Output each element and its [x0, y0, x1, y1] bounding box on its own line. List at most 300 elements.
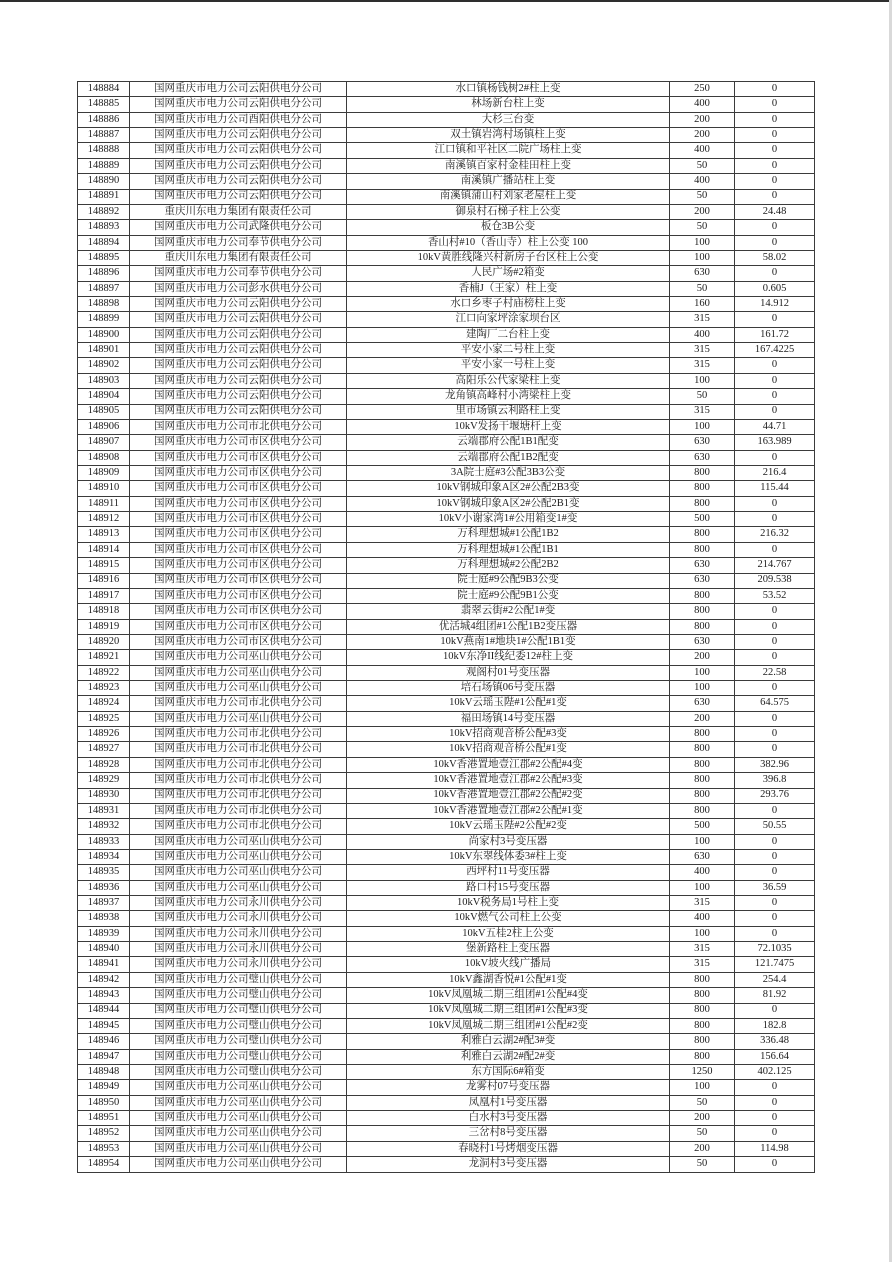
cell-value: 0: [735, 158, 815, 173]
cell-station-name: 观阁村01号变压器: [347, 665, 670, 680]
cell-company: 国网重庆市电力公司云阳供电分公司: [130, 343, 347, 358]
cell-record-id: 148888: [78, 143, 130, 158]
cell-station-name: 龙角镇高峰村小湾梁柱上变: [347, 389, 670, 404]
table-row: [78, 281, 815, 296]
cell-value: 293.76: [735, 788, 815, 803]
cell-value: 0: [735, 865, 815, 880]
cell-station-name: 院士庭#9公配9B3公变: [347, 573, 670, 588]
cell-station-name: 双土镇岩湾村场镇柱上变: [347, 128, 670, 143]
cell-value: 0: [735, 174, 815, 189]
cell-value: 0: [735, 189, 815, 204]
cell-station-name: 南溪镇广播站柱上变: [347, 174, 670, 189]
cell-company: 国网重庆市电力公司市区供电分公司: [130, 558, 347, 573]
cell-company: 国网重庆市电力公司巫山供电分公司: [130, 650, 347, 665]
table-row: [78, 174, 815, 189]
cell-station-name: 路口村15号变压器: [347, 880, 670, 895]
cell-company: 国网重庆市电力公司云阳供电分公司: [130, 143, 347, 158]
cell-record-id: 148948: [78, 1065, 130, 1080]
cell-capacity: 100: [670, 926, 735, 941]
cell-station-name: 10kV香港置地壹江郡#2公配#4变: [347, 757, 670, 772]
cell-value: 0: [735, 450, 815, 465]
table-row: [78, 1065, 815, 1080]
cell-capacity: 50: [670, 389, 735, 404]
cell-company: 国网重庆市电力公司市北供电分公司: [130, 742, 347, 757]
cell-record-id: 148885: [78, 97, 130, 112]
cell-station-name: 10kV坡火线广播局: [347, 957, 670, 972]
cell-record-id: 148886: [78, 112, 130, 127]
cell-record-id: 148918: [78, 604, 130, 619]
cell-capacity: 200: [670, 128, 735, 143]
cell-record-id: 148944: [78, 1003, 130, 1018]
cell-record-id: 148931: [78, 803, 130, 818]
cell-capacity: 200: [670, 112, 735, 127]
cell-value: 0: [735, 619, 815, 634]
cell-record-id: 148937: [78, 896, 130, 911]
cell-record-id: 148914: [78, 542, 130, 557]
cell-value: 0: [735, 128, 815, 143]
cell-value: 0: [735, 711, 815, 726]
cell-record-id: 148929: [78, 773, 130, 788]
cell-record-id: 148903: [78, 373, 130, 388]
table-row: [78, 619, 815, 634]
cell-value: 0: [735, 634, 815, 649]
cell-capacity: 800: [670, 773, 735, 788]
cell-capacity: 630: [670, 573, 735, 588]
cell-value: 0: [735, 496, 815, 511]
table-row: [78, 696, 815, 711]
table-row: [78, 1157, 815, 1172]
table-row: [78, 143, 815, 158]
cell-capacity: 200: [670, 1111, 735, 1126]
cell-record-id: 148940: [78, 942, 130, 957]
table-row: [78, 634, 815, 649]
cell-record-id: 148930: [78, 788, 130, 803]
cell-record-id: 148952: [78, 1126, 130, 1141]
cell-company: 国网重庆市电力公司云阳供电分公司: [130, 389, 347, 404]
cell-value: 0: [735, 82, 815, 97]
cell-company: 国网重庆市电力公司巫山供电分公司: [130, 1080, 347, 1095]
table-row: [78, 404, 815, 419]
cell-station-name: 江口向家坪涂家坝台区: [347, 312, 670, 327]
cell-station-name: 里市场镇云利路柱上变: [347, 404, 670, 419]
table-row: [78, 343, 815, 358]
cell-value: 216.4: [735, 465, 815, 480]
cell-station-name: 平安小家一号柱上变: [347, 358, 670, 373]
cell-capacity: 315: [670, 358, 735, 373]
cell-capacity: 100: [670, 250, 735, 265]
cell-company: 国网重庆市电力公司永川供电分公司: [130, 911, 347, 926]
cell-record-id: 148894: [78, 235, 130, 250]
cell-station-name: 3A院士庭#3公配3B3公变: [347, 465, 670, 480]
table-row: [78, 158, 815, 173]
cell-capacity: 200: [670, 650, 735, 665]
cell-company: 重庆川东电力集团有限责任公司: [130, 250, 347, 265]
cell-company: 国网重庆市电力公司璧山供电分公司: [130, 972, 347, 987]
cell-station-name: 大杉三台变: [347, 112, 670, 127]
cell-value: 0: [735, 112, 815, 127]
cell-company: 国网重庆市电力公司市区供电分公司: [130, 435, 347, 450]
cell-capacity: 50: [670, 158, 735, 173]
cell-capacity: 315: [670, 896, 735, 911]
cell-company: 国网重庆市电力公司巫山供电分公司: [130, 711, 347, 726]
cell-station-name: 平安小家二号柱上变: [347, 343, 670, 358]
cell-record-id: 148902: [78, 358, 130, 373]
cell-station-name: 翡翠云街#2公配1#变: [347, 604, 670, 619]
cell-company: 国网重庆市电力公司巫山供电分公司: [130, 1095, 347, 1110]
cell-station-name: 南溪镇蒲山村刘家老屋柱上变: [347, 189, 670, 204]
cell-capacity: 400: [670, 327, 735, 342]
cell-record-id: 148884: [78, 82, 130, 97]
table-row: [78, 220, 815, 235]
table-row: [78, 358, 815, 373]
cell-capacity: 50: [670, 281, 735, 296]
table-row: [78, 1049, 815, 1064]
cell-capacity: 50: [670, 1126, 735, 1141]
cell-record-id: 148943: [78, 988, 130, 1003]
cell-value: 336.48: [735, 1034, 815, 1049]
cell-company: 国网重庆市电力公司彭水供电分公司: [130, 281, 347, 296]
cell-capacity: 800: [670, 757, 735, 772]
cell-record-id: 148922: [78, 665, 130, 680]
table-row: [78, 250, 815, 265]
cell-company: 国网重庆市电力公司市区供电分公司: [130, 588, 347, 603]
cell-station-name: 利雅白云湖2#配3#变: [347, 1034, 670, 1049]
cell-value: 0: [735, 542, 815, 557]
table-row: [78, 1111, 815, 1126]
cell-capacity: 800: [670, 465, 735, 480]
table-row: [78, 1034, 815, 1049]
cell-value: 24.48: [735, 204, 815, 219]
cell-station-name: 10kV燃气公司柱上公变: [347, 911, 670, 926]
cell-record-id: 148949: [78, 1080, 130, 1095]
cell-record-id: 148935: [78, 865, 130, 880]
table-row: [78, 803, 815, 818]
cell-capacity: 315: [670, 942, 735, 957]
cell-record-id: 148925: [78, 711, 130, 726]
cell-value: 0: [735, 1095, 815, 1110]
table-row: [78, 911, 815, 926]
cell-record-id: 148912: [78, 512, 130, 527]
cell-company: 国网重庆市电力公司市北供电分公司: [130, 757, 347, 772]
cell-company: 国网重庆市电力公司云阳供电分公司: [130, 189, 347, 204]
cell-station-name: 10kV钢城印象A区2#公配2B1变: [347, 496, 670, 511]
cell-value: 114.98: [735, 1141, 815, 1156]
cell-company: 国网重庆市电力公司永川供电分公司: [130, 957, 347, 972]
cell-capacity: 800: [670, 742, 735, 757]
cell-capacity: 315: [670, 404, 735, 419]
cell-company: 国网重庆市电力公司巫山供电分公司: [130, 1141, 347, 1156]
table-row: [78, 926, 815, 941]
cell-record-id: 148923: [78, 681, 130, 696]
cell-station-name: 御泉村石梯子柱上公变: [347, 204, 670, 219]
cell-capacity: 800: [670, 727, 735, 742]
cell-record-id: 148911: [78, 496, 130, 511]
cell-company: 国网重庆市电力公司市北供电分公司: [130, 819, 347, 834]
cell-company: 国网重庆市电力公司市区供电分公司: [130, 604, 347, 619]
cell-record-id: 148889: [78, 158, 130, 173]
cell-record-id: 148915: [78, 558, 130, 573]
cell-record-id: 148895: [78, 250, 130, 265]
cell-company: 国网重庆市电力公司市区供电分公司: [130, 481, 347, 496]
cell-company: 国网重庆市电力公司璧山供电分公司: [130, 1049, 347, 1064]
table-row: [78, 588, 815, 603]
cell-value: 58.02: [735, 250, 815, 265]
cell-record-id: 148916: [78, 573, 130, 588]
cell-record-id: 148927: [78, 742, 130, 757]
cell-station-name: 利雅白云湖2#配2#变: [347, 1049, 670, 1064]
table-row: [78, 1126, 815, 1141]
cell-capacity: 800: [670, 1049, 735, 1064]
cell-value: 0: [735, 681, 815, 696]
cell-value: 0: [735, 1126, 815, 1141]
cell-record-id: 148920: [78, 634, 130, 649]
table-row: [78, 512, 815, 527]
table-row: [78, 1080, 815, 1095]
cell-company: 国网重庆市电力公司永川供电分公司: [130, 896, 347, 911]
cell-station-name: 10kV凤凰城二期三组团#1公配#4变: [347, 988, 670, 1003]
cell-record-id: 148887: [78, 128, 130, 143]
cell-value: 254.4: [735, 972, 815, 987]
table-row: [78, 128, 815, 143]
cell-capacity: 800: [670, 788, 735, 803]
cell-company: 国网重庆市电力公司市区供电分公司: [130, 542, 347, 557]
table-row: [78, 681, 815, 696]
cell-company: 国网重庆市电力公司市北供电分公司: [130, 788, 347, 803]
table-row: [78, 496, 815, 511]
transformer-data-table: [77, 81, 815, 1173]
cell-value: 0: [735, 1080, 815, 1095]
cell-capacity: 50: [670, 220, 735, 235]
cell-value: 0: [735, 512, 815, 527]
cell-company: 国网重庆市电力公司云阳供电分公司: [130, 312, 347, 327]
cell-company: 国网重庆市电力公司市北供电分公司: [130, 419, 347, 434]
cell-value: 161.72: [735, 327, 815, 342]
cell-station-name: 水口乡枣子村庙榜柱上变: [347, 297, 670, 312]
cell-station-name: 三岔村8号变压器: [347, 1126, 670, 1141]
cell-company: 国网重庆市电力公司巫山供电分公司: [130, 834, 347, 849]
cell-station-name: 10kV云瑶玉陛#1公配#1变: [347, 696, 670, 711]
table-row: [78, 419, 815, 434]
cell-value: 0: [735, 1111, 815, 1126]
cell-value: 382.96: [735, 757, 815, 772]
cell-record-id: 148939: [78, 926, 130, 941]
table-row: [78, 757, 815, 772]
cell-capacity: 50: [670, 1095, 735, 1110]
cell-company: 国网重庆市电力公司巫山供电分公司: [130, 1157, 347, 1172]
cell-record-id: 148910: [78, 481, 130, 496]
cell-station-name: 10kV五桂2柱上公变: [347, 926, 670, 941]
cell-company: 国网重庆市电力公司云阳供电分公司: [130, 174, 347, 189]
cell-station-name: 10kV招商观音桥公配#1变: [347, 742, 670, 757]
table-row: [78, 711, 815, 726]
cell-capacity: 630: [670, 266, 735, 281]
cell-record-id: 148890: [78, 174, 130, 189]
cell-record-id: 148932: [78, 819, 130, 834]
cell-record-id: 148897: [78, 281, 130, 296]
table-row: [78, 297, 815, 312]
cell-station-name: 林场新台柱上变: [347, 97, 670, 112]
table-row: [78, 266, 815, 281]
cell-company: 国网重庆市电力公司巫山供电分公司: [130, 865, 347, 880]
cell-value: 396.8: [735, 773, 815, 788]
cell-company: 国网重庆市电力公司巫山供电分公司: [130, 681, 347, 696]
table-row: [78, 82, 815, 97]
cell-station-name: 万科理想城#2公配2B2: [347, 558, 670, 573]
cell-value: 22.58: [735, 665, 815, 680]
table-row: [78, 481, 815, 496]
cell-capacity: 100: [670, 235, 735, 250]
cell-station-name: 尚家村3号变压器: [347, 834, 670, 849]
cell-station-name: 水口镇杨钱树2#柱上变: [347, 82, 670, 97]
table-row: [78, 988, 815, 1003]
table-row: [78, 189, 815, 204]
cell-capacity: 800: [670, 988, 735, 1003]
data-table-body: [78, 82, 815, 1173]
cell-record-id: 148950: [78, 1095, 130, 1110]
cell-company: 国网重庆市电力公司奉节供电分公司: [130, 266, 347, 281]
cell-capacity: 400: [670, 143, 735, 158]
cell-station-name: 香山村#10（香山寺）柱上公变 100: [347, 235, 670, 250]
table-row: [78, 1141, 815, 1156]
cell-company: 国网重庆市电力公司云阳供电分公司: [130, 373, 347, 388]
cell-record-id: 148909: [78, 465, 130, 480]
cell-record-id: 148951: [78, 1111, 130, 1126]
table-row: [78, 112, 815, 127]
cell-record-id: 148899: [78, 312, 130, 327]
cell-value: 53.52: [735, 588, 815, 603]
cell-station-name: 院士庭#9公配9B1公变: [347, 588, 670, 603]
table-row: [78, 450, 815, 465]
cell-station-name: 10kV燕南1#地块1#公配1B1变: [347, 634, 670, 649]
cell-station-name: 10kV凤凰城二期三组团#1公配#3变: [347, 1003, 670, 1018]
table-row: [78, 788, 815, 803]
cell-station-name: 10kV香港置地壹江郡#2公配#2变: [347, 788, 670, 803]
cell-company: 国网重庆市电力公司云阳供电分公司: [130, 82, 347, 97]
cell-company: 国网重庆市电力公司璧山供电分公司: [130, 1065, 347, 1080]
cell-value: 121.7475: [735, 957, 815, 972]
cell-record-id: 148913: [78, 527, 130, 542]
cell-station-name: 10kV税务局1号柱上变: [347, 896, 670, 911]
cell-record-id: 148954: [78, 1157, 130, 1172]
cell-station-name: 凤凰村1号变压器: [347, 1095, 670, 1110]
cell-station-name: 培石场镇06号变压器: [347, 681, 670, 696]
cell-record-id: 148946: [78, 1034, 130, 1049]
cell-company: 国网重庆市电力公司市区供电分公司: [130, 573, 347, 588]
cell-station-name: 10kV东净II线纪委12#柱上变: [347, 650, 670, 665]
cell-station-name: 10kV香港置地壹江郡#2公配#3变: [347, 773, 670, 788]
cell-company: 国网重庆市电力公司云阳供电分公司: [130, 297, 347, 312]
table-row: [78, 865, 815, 880]
cell-company: 国网重庆市电力公司云阳供电分公司: [130, 358, 347, 373]
cell-station-name: 人民广场#2箱变: [347, 266, 670, 281]
cell-station-name: 云端郡府公配1B1配变: [347, 435, 670, 450]
cell-value: 0: [735, 727, 815, 742]
cell-capacity: 800: [670, 527, 735, 542]
cell-company: 国网重庆市电力公司市区供电分公司: [130, 450, 347, 465]
cell-company: 国网重庆市电力公司云阳供电分公司: [130, 327, 347, 342]
cell-record-id: 148926: [78, 727, 130, 742]
cell-company: 国网重庆市电力公司云阳供电分公司: [130, 158, 347, 173]
cell-station-name: 南溪镇百家村金桂田柱上变: [347, 158, 670, 173]
cell-capacity: 100: [670, 834, 735, 849]
cell-capacity: 800: [670, 1003, 735, 1018]
cell-capacity: 800: [670, 588, 735, 603]
cell-record-id: 148905: [78, 404, 130, 419]
cell-station-name: 春晓村1号烤烟变压器: [347, 1141, 670, 1156]
cell-record-id: 148917: [78, 588, 130, 603]
cell-company: 国网重庆市电力公司市北供电分公司: [130, 773, 347, 788]
cell-company: 国网重庆市电力公司市区供电分公司: [130, 634, 347, 649]
table-row: [78, 1003, 815, 1018]
cell-value: 156.64: [735, 1049, 815, 1064]
table-row: [78, 1018, 815, 1033]
cell-station-name: 龙雾村07号变压器: [347, 1080, 670, 1095]
cell-value: 64.575: [735, 696, 815, 711]
cell-station-name: 龙洞村3号变压器: [347, 1157, 670, 1172]
cell-value: 115.44: [735, 481, 815, 496]
cell-capacity: 800: [670, 481, 735, 496]
cell-value: 0: [735, 911, 815, 926]
cell-station-name: 10kV鑫湖香悦#1公配#1变: [347, 972, 670, 987]
cell-capacity: 50: [670, 189, 735, 204]
cell-station-name: 建陶厂二台柱上变: [347, 327, 670, 342]
cell-record-id: 148896: [78, 266, 130, 281]
cell-capacity: 100: [670, 419, 735, 434]
cell-record-id: 148928: [78, 757, 130, 772]
cell-value: 0: [735, 358, 815, 373]
cell-value: 0: [735, 266, 815, 281]
cell-capacity: 200: [670, 204, 735, 219]
cell-value: 216.32: [735, 527, 815, 542]
cell-capacity: 50: [670, 1157, 735, 1172]
cell-value: 0.605: [735, 281, 815, 296]
table-row: [78, 465, 815, 480]
cell-value: 163.989: [735, 435, 815, 450]
cell-company: 国网重庆市电力公司璧山供电分公司: [130, 1018, 347, 1033]
table-row: [78, 204, 815, 219]
cell-capacity: 800: [670, 619, 735, 634]
cell-value: 0: [735, 389, 815, 404]
cell-company: 国网重庆市电力公司云阳供电分公司: [130, 128, 347, 143]
cell-value: 0: [735, 97, 815, 112]
cell-record-id: 148921: [78, 650, 130, 665]
cell-capacity: 630: [670, 849, 735, 864]
cell-value: 0: [735, 650, 815, 665]
cell-station-name: 10kV招商观音桥公配#3变: [347, 727, 670, 742]
cell-record-id: 148907: [78, 435, 130, 450]
cell-value: 0: [735, 926, 815, 941]
cell-company: 国网重庆市电力公司巫山供电分公司: [130, 849, 347, 864]
cell-company: 国网重庆市电力公司巫山供电分公司: [130, 1126, 347, 1141]
table-row: [78, 327, 815, 342]
page-top-edge-line: [0, 0, 892, 2]
cell-value: 214.767: [735, 558, 815, 573]
table-row: [78, 542, 815, 557]
cell-value: 81.92: [735, 988, 815, 1003]
cell-value: 44.71: [735, 419, 815, 434]
cell-station-name: 10kV凤凰城二期三组团#1公配#2变: [347, 1018, 670, 1033]
table-row: [78, 665, 815, 680]
cell-company: 国网重庆市电力公司璧山供电分公司: [130, 1034, 347, 1049]
cell-capacity: 800: [670, 1034, 735, 1049]
cell-station-name: 万科理想城#1公配1B1: [347, 542, 670, 557]
cell-station-name: 10kV发扬干堰塘杆上变: [347, 419, 670, 434]
cell-capacity: 100: [670, 681, 735, 696]
cell-company: 国网重庆市电力公司市区供电分公司: [130, 619, 347, 634]
cell-capacity: 315: [670, 343, 735, 358]
cell-value: 209.538: [735, 573, 815, 588]
cell-company: 国网重庆市电力公司市北供电分公司: [130, 696, 347, 711]
